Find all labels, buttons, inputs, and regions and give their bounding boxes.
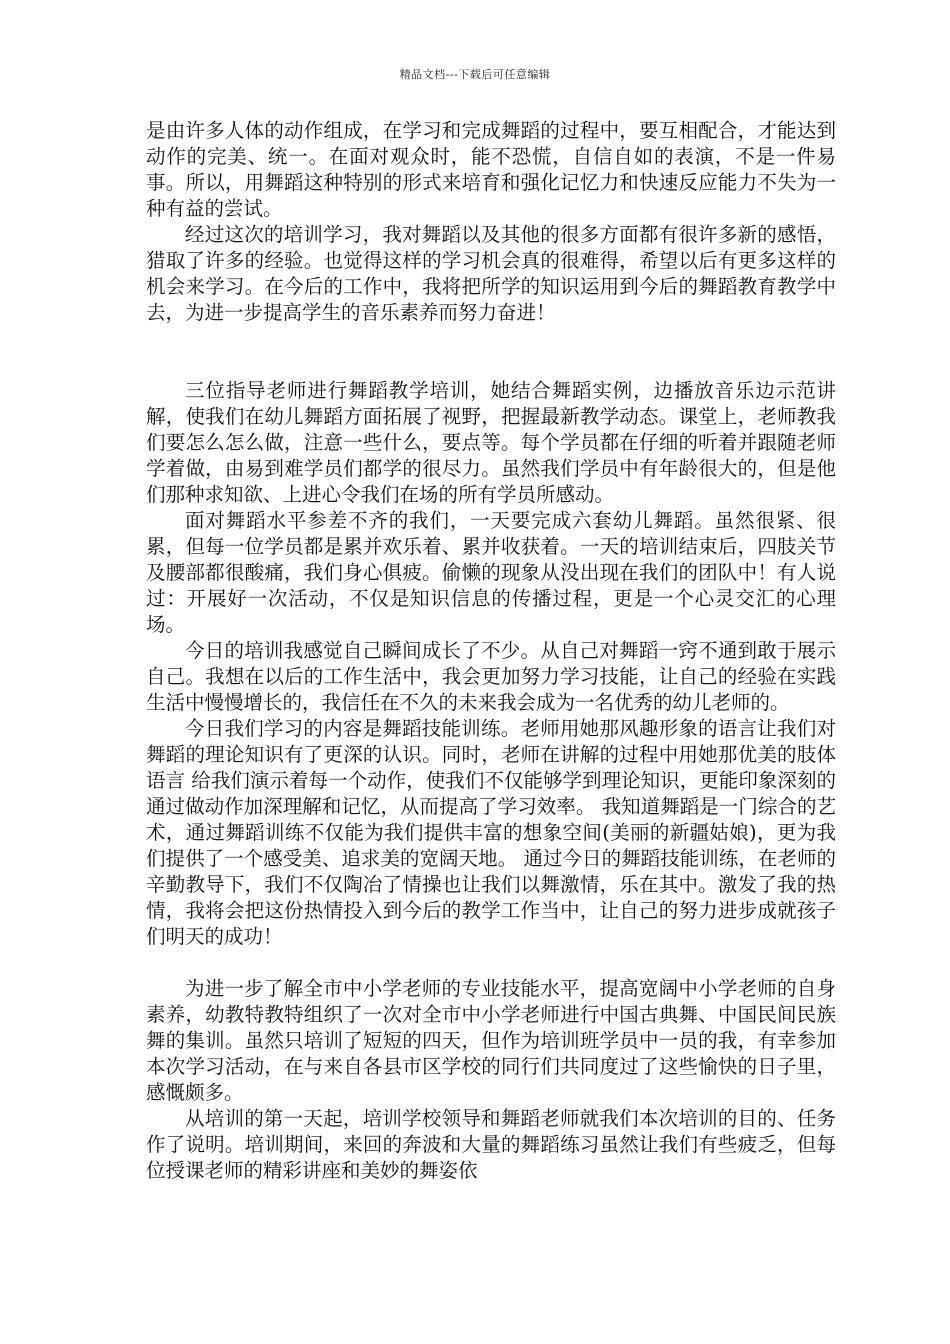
paragraph: 为进一步了解全市中小学老师的专业技能水平，提高宽阔中小学老师的自身素养，幼教特教特组织了一次对全市中小学老师进行中国古典舞、中国民间民族舞的集训。虽然只培训了短短的四天，但作为培训班学员中一员的我，有幸参加本次学习活动，在与来自各县市区学校的同行们共同度过了这些愉快的日子里，感慨颇多。 bbox=[146, 977, 836, 1104]
paragraph: 今日我们学习的内容是舞蹈技能训练。老师用她那风趣形象的语言让我们对舞蹈的理论知识有了更深的认识。同时，老师在讲解的过程中用她那优美的肢体语言 给我们演示着每一个动作，使我们不仅能够学到理论知识，更能印象深刻的通过做动作加深理解和记忆，从而提高了学习效率。 我知道舞蹈是一门综合的艺术，通过舞蹈训练不仅能为我们提供丰富的想象空间(美丽的新疆姑娘)，更为我们提供了一个感受美、追求美的宽阔天地。 通过今日的舞蹈技能训练，在老师的辛勤教导下，我们不仅陶冶了情操也让我们以舞激情，乐在其中。激发了我的热情，我将会把这份热情投入到今后的教学工作当中，让自己的努力进步成就孩子们明天的成功！ bbox=[146, 717, 836, 948]
paragraph-gap bbox=[146, 352, 836, 378]
paragraph: 面对舞蹈水平参差不齐的我们，一天要完成六套幼儿舞蹈。虽然很紧、很累，但每一位学员都是累并欢乐着、累并收获着。一天的培训结束后，四肢关节及腰部都很酸痛，我们身心俱疲。偷懒的现象从没出现在我们的团队中！有人说过：开展好一次活动，不仅是知识信息的传播过程，更是一个心灵交汇的心理场。 bbox=[146, 509, 836, 636]
paragraph: 经过这次的培训学习，我对舞蹈以及其他的很多方面都有很许多新的感悟，猎取了许多的经验。也觉得这样的学习机会真的很难得，希望以后有更多这样的机会来学习。在今后的工作中，我将把所学的知识运用到今后的舞蹈教育教学中去，为进一步提高学生的音乐素养而努力奋进！ bbox=[146, 223, 836, 324]
paragraph: 今日的培训我感觉自己瞬间成长了不少。从自己对舞蹈一窍不通到敢于展示自己。我想在以后的工作生活中，我会更加努力学习技能，让自己的经验在实践生活中慢慢增长的，我信任在不久的未来我会成为一名优秀的幼儿老师的。 bbox=[146, 639, 836, 714]
paragraph-gap bbox=[146, 950, 836, 976]
paragraph-gap bbox=[146, 326, 836, 352]
paragraph: 三位指导老师进行舞蹈教学培训，她结合舞蹈实例，边播放音乐边示范讲解，使我们在幼儿舞蹈方面拓展了视野，把握最新教学动态。课堂上，老师教我们要怎么怎么做，注意一些什么，要点等。每个学员都在仔细的听着并跟随老师学着做，由易到难学员们都学的很尽力。虽然我们学员中有年龄很大的，但是他们那种求知欲、上进心令我们在场的所有学员所感动。 bbox=[146, 379, 836, 506]
paragraph: 是由许多人体的动作组成，在学习和完成舞蹈的过程中，要互相配合，才能达到动作的完美、统一。在面对观众时，能不恐慌，自信自如的表演，不是一件易事。所以，用舞蹈这种特别的形式来培育和强化记忆力和快速反应能力不失为一种有益的尝试。 bbox=[146, 119, 836, 220]
document-body bbox=[146, 118, 836, 1184]
page-header: 精品文档---下载后可任意编辑 bbox=[399, 68, 551, 81]
paragraph: 从培训的第一天起，培训学校领导和舞蹈老师就我们本次培训的目的、任务作了说明。培训期间，来回的奔波和大量的舞蹈练习虽然让我们有些疲乏，但每位授课老师的精彩讲座和美妙的舞姿依 bbox=[146, 1107, 836, 1182]
